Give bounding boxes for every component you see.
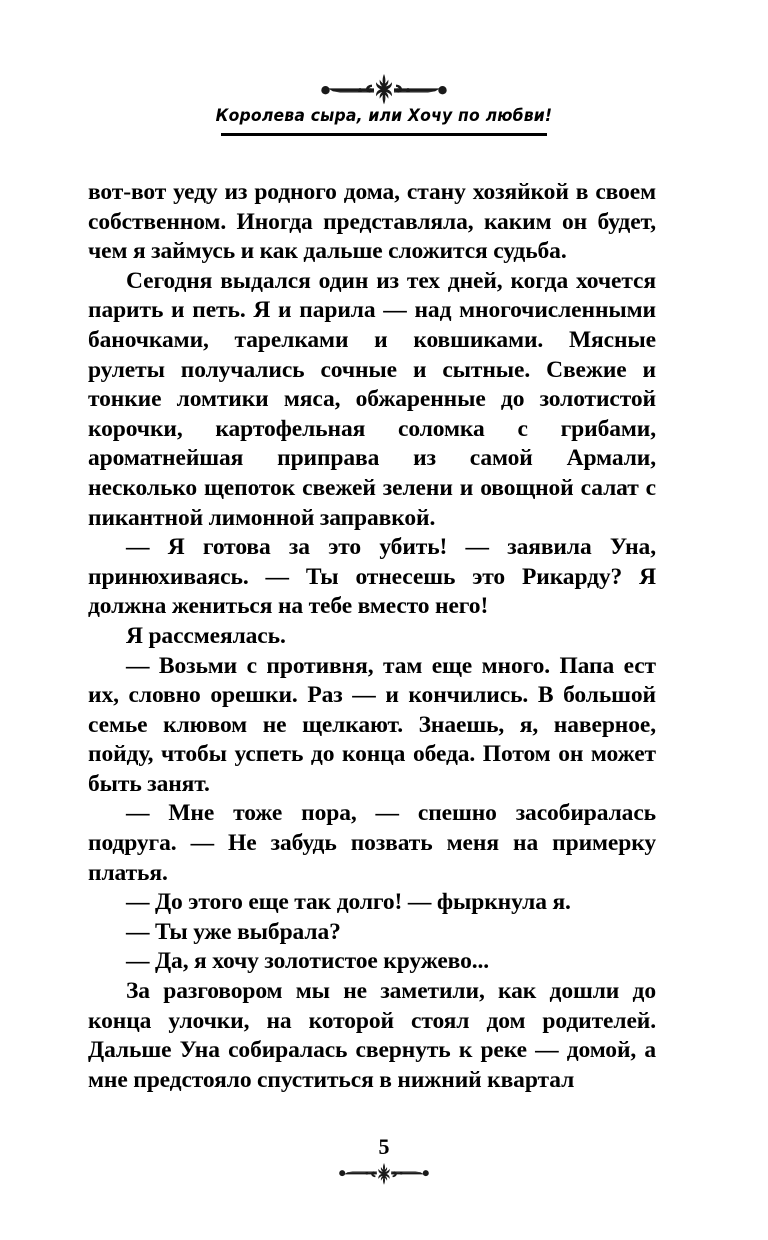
fleuron-ornament-icon [324,1160,444,1188]
paragraph: — Ты уже выбрала? [126,918,341,945]
paragraph: — До этого еще так долго! — фыркнула я. [126,889,571,916]
paragraph: — Возьми с противня, там еще много. Папа ест их, словно орешки. Раз — и кончились. В большой семье клювом не щелкают. Знаешь, я, наверное, пойду, чтобы успеть до конца обеда. Потом он может быть занят. [88,652,656,797]
fleuron-ornament-icon [300,72,468,106]
paragraph: вот-вот уеду из родного дома, стану хозяйкой в своем собственном. Иногда представляла, каким он будет, чем я займусь и как дальше сложится судьба. [88,179,656,265]
header-rule [221,133,547,136]
paragraph: — Да, я хочу золотистое кружево... [126,948,490,975]
running-head [0,0,768,136]
page-footer [0,1136,768,1188]
running-title: Королева сыра, или Хочу по любви! [215,106,553,126]
page-number: 5 [378,1134,390,1159]
body-text-column [88,178,656,1095]
paragraph: Сегодня выдался один из тех дней, когда хочется парить и петь. Я и парила — над многочисленными баночками, тарелками и ковшиками. Мясные рулеты получались сочные и сытные. Свежие и тонкие ломтики мяса, обжаренные до золотистой корочки, картофельная соломка с грибами, ароматнейшая приправа из самой Армали, несколько щепоток свежей зелени и овощной салат с пикантной лимонной заправкой. [88,267,656,531]
paragraph: За разговором мы не заметили, как дошли до конца улочки, на которой стоял дом родителей. Дальше Уна собиралась свернуть к реке — домой, а мне предстояло спуститься в нижний квартал [88,978,656,1093]
paragraph: — Я готова за это убить! — заявила Уна, принюхиваясь. — Ты отнесешь это Рикарду? Я должна жениться на тебе вместо него! [88,534,656,620]
paragraph: Я рассмеялась. [126,622,286,649]
paragraph: — Мне тоже пора, — спешно засобиралась подруга. — Не забудь позвать меня на примерку платья. [88,800,656,886]
